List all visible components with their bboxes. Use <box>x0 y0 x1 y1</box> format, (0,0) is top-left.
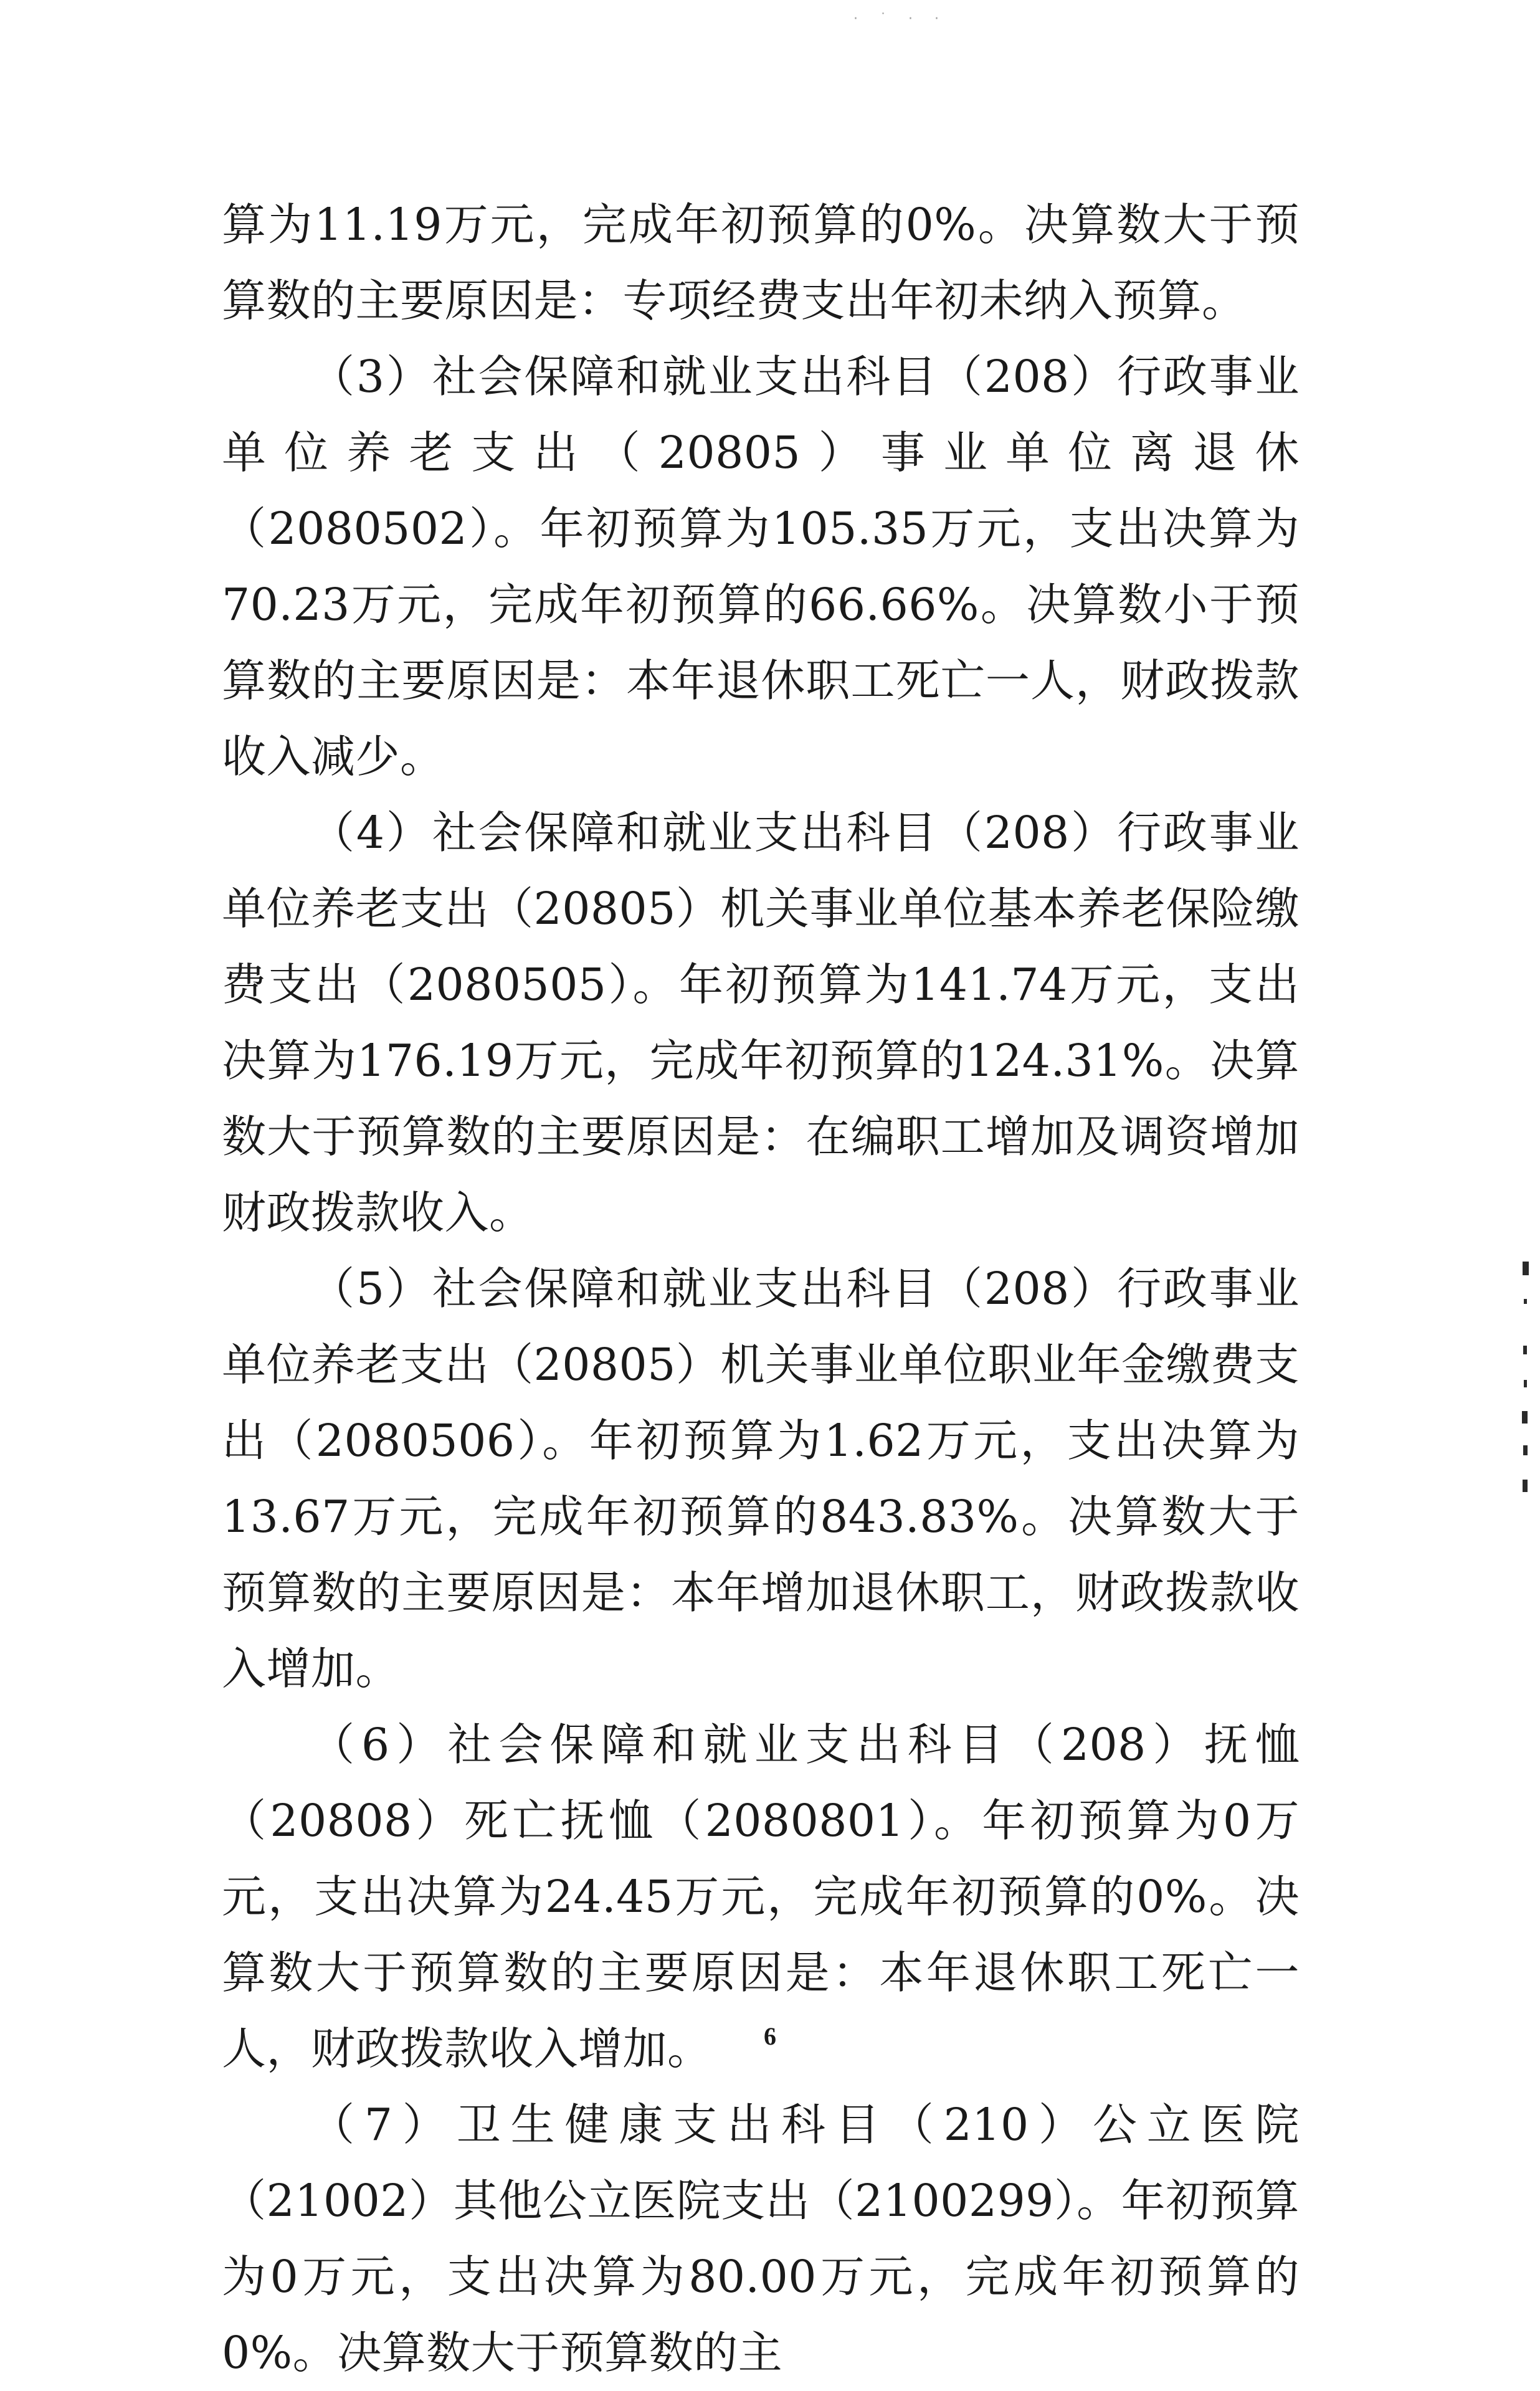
scan-mark <box>1523 1262 1529 1275</box>
scan-mark <box>1524 1299 1527 1304</box>
paragraph-item-3: （3）社会保障和就业支出科目（208）行政事业单位养老支出（20805）事业单位离退休（2080502）。年初预算为105.35万元，支出决算为70.23万元，完成年初预算的66.66%。决算数小于预算数的主要原因是：本年退休职工死亡一人，财政拨款收入减少。 <box>222 351 1300 782</box>
paragraph-item-7: （7）卫生健康支出科目（210）公立医院（21002）其他公立医院支出（2100299）。年初预算为0万元，支出决算为80.00万元，完成年初预算的0%。决算数大于预算数的主 <box>222 2099 1300 2379</box>
paragraph-item-5: （5）社会保障和就业支出科目（208）行政事业单位养老支出（20805）机关事业单位职业年金缴费支出（2080506）。年初预算为1.62万元，支出决算为13.67万元，完成年初预算的843.83%。决算数大于预算数的主要原因是：本年增加退休职工，财政拨款收入增加。 <box>222 1263 1300 1695</box>
scan-mark <box>1522 1411 1528 1424</box>
body-text <box>222 187 1300 2391</box>
paragraph-item-4: （4）社会保障和就业支出科目（208）行政事业单位养老支出（20805）机关事业单位基本养老保险缴费支出（2080505）。年初预算为141.74万元，支出决算为176.19万元，完成年初预算的124.31%。决算数大于预算数的主要原因是：在编职工增加及调资增加财政拨款收入。 <box>222 807 1300 1238</box>
scan-mark <box>1523 1346 1527 1354</box>
paragraph-continuation: 算为11.19万元，完成年初预算的0%。决算数大于预算数的主要原因是：专项经费支出年初未纳入预算。 <box>222 199 1300 326</box>
scan-mark <box>1524 1380 1527 1387</box>
scan-mark <box>1523 1445 1528 1455</box>
page-number: 6 <box>764 2022 776 2050</box>
paragraph-item-6: （6）社会保障和就业支出科目（208）抚恤（20808）死亡抚恤（2080801）。年初预算为0万元，支出决算为24.45万元，完成年初预算的0%。决算数大于预算数的主要原因是：本年退休职工死亡一人，财政拨款收入增加。 <box>222 1719 1300 2075</box>
scan-mark <box>1523 1480 1528 1492</box>
scan-specks: · ˙ · · <box>853 11 948 27</box>
